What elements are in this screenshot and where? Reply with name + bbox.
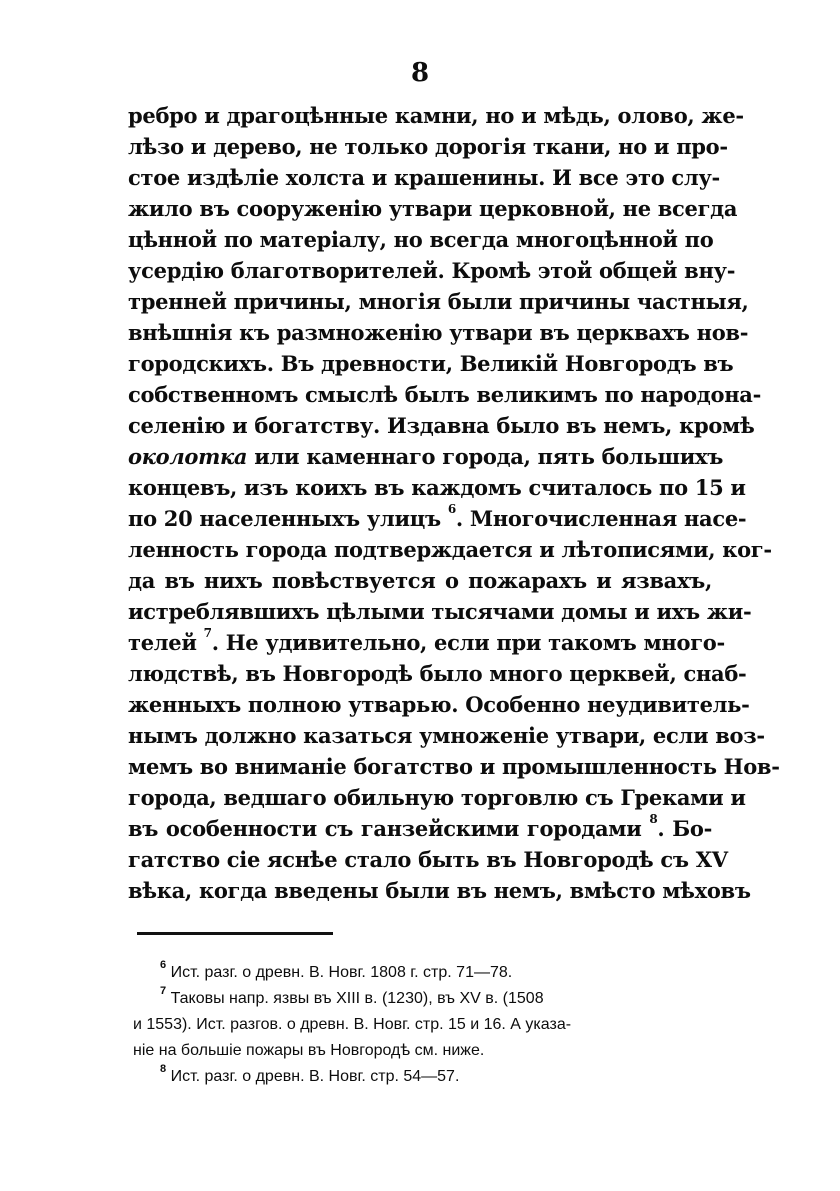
footnote-continuation: и 1553). Ист. разгов. о древн. В. Новг. стр. 15 и 16. А указа- — [133, 1016, 572, 1033]
text-line — [128, 626, 725, 658]
text-line-tail: . Бо- — [657, 816, 712, 841]
text-line: мемъ во вниманіе богатство и промышленность Нов- — [128, 754, 780, 779]
text-line: ребро и драгоцѣнные камни, но и мѣдь, олово, же- — [128, 103, 744, 128]
footnote-text: Таковы напр. язвы въ XIII в. (1230), въ XV в. (1508 — [170, 990, 544, 1007]
text-line: гатство сіе яснѣе стало быть въ Новгородѣ съ XV — [128, 847, 728, 872]
text-line: внѣшнія къ размноженію утвари въ церквахъ нов- — [128, 320, 749, 345]
text-line: стое издѣліе холста и крашенины. И все это слу- — [128, 165, 720, 190]
text-line: селенію и богатству. Издавна было въ немъ, кромѣ — [128, 413, 755, 438]
text-line: лѣзо и дерево, не только дорогія ткани, но и про- — [128, 134, 728, 159]
text-line: да въ нихъ повѣствуется о пожарахъ и язвахъ, — [128, 568, 712, 593]
footnote — [160, 1064, 720, 1090]
text-line: нымъ должно казаться умноженіе утвари, если воз- — [128, 723, 765, 748]
text-line: тренней причины, многія были причины частныя, — [128, 289, 749, 314]
text-line: женныхъ полною утварью. Особенно неудивитель- — [128, 692, 750, 717]
text-line: ленность города подтверждается и лѣтописями, ког- — [128, 537, 772, 562]
text-line — [128, 502, 747, 534]
text-line — [128, 441, 724, 472]
text-line: усердію благотворителей. Кромѣ этой общей вну- — [128, 258, 736, 283]
footnote-mark: 7 — [160, 985, 167, 997]
footnote-continuation: ніе на большіе пожары въ Новгородѣ см. ниже. — [133, 1042, 485, 1059]
footnote-mark: 8 — [160, 1063, 167, 1075]
text-line: городскихъ. Въ древности, Великій Новгородъ въ — [128, 351, 734, 376]
footnote-ref[interactable]: 8 — [649, 812, 658, 826]
page-number: 8 — [410, 58, 430, 88]
text-line-tail: . Не удивительно, если при такомъ много- — [211, 630, 725, 655]
text-line: истреблявшихъ цѣлыми тысячами домы и ихъ жи- — [128, 599, 752, 624]
footnote-text: Ист. разг. о древн. В. Новг. стр. 54—57. — [170, 1068, 460, 1085]
text-line: цѣнной по матеріалу, но всегда многоцѣнной по — [128, 227, 714, 252]
text-line: людствѣ, въ Новгородѣ было много церквей, снаб- — [128, 661, 747, 686]
text-line — [128, 813, 712, 844]
text-line-head: по 20 населенныхъ улицъ — [128, 506, 441, 531]
footnote-mark: 6 — [160, 959, 167, 971]
text-line-tail: . Многочисленная насе- — [455, 506, 747, 531]
italic-word: околотка — [128, 444, 248, 469]
text-line: города, ведшаго обильную торговлю съ Греками и — [128, 785, 746, 810]
text-line: собственномъ смыслѣ былъ великимъ по народона- — [128, 382, 761, 407]
footnote-divider — [137, 932, 333, 935]
text-line: жило въ сооруженію утвари церковной, не всегда — [128, 196, 738, 221]
footnote — [160, 960, 720, 986]
text-line-head: телей — [128, 630, 197, 655]
footnote-ref[interactable]: 6 — [447, 502, 456, 516]
text-line: концевъ, изъ коихъ въ каждомъ считалось по 15 и — [128, 475, 746, 500]
text-line-head: въ особенности съ ганзейскими городами — [128, 816, 642, 841]
footnote-text: Ист. разг. о древн. В. Новг. 1808 г. стр. 71—78. — [170, 964, 513, 981]
text-line: вѣка, когда введены были въ немъ, вмѣсто мѣховъ — [128, 878, 751, 903]
footnotes — [133, 959, 720, 1090]
text-line-rest: или каменнаго города, пять большихъ — [247, 444, 724, 469]
main-text — [128, 100, 780, 906]
footnote — [160, 986, 720, 1012]
footnote-ref[interactable]: 7 — [203, 626, 212, 640]
